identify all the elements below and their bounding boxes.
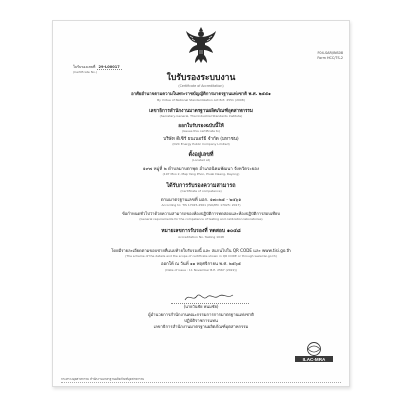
accreditation-number: หมายเลขการรับรองที่ ทดสอบ ๑๐๔๘ [161, 228, 241, 234]
location-label: ตั้งอยู่เลขที่ [188, 152, 214, 158]
standard-text-en: According to: TIS 17025-2561 (ISO/IEC 17025: 2017) [161, 203, 241, 207]
ilac-mra-logo-icon [291, 341, 337, 363]
standard-text: ตามมาตรฐานเลขที่ มอก. ๑๗๐๒๕ - ๒๕๖๑ [160, 198, 242, 203]
act-text-en: By Virtue of National Standardization Act B.E. 2551 (2008) [157, 98, 245, 102]
certificate-title-en: (Certificate of Accreditation) [178, 84, 224, 88]
company-name: บริษัท ดีเซิร์ ยนเนอร์ยี จำกัด (มหาชน) [163, 137, 239, 142]
competence-label: ได้รับการรับรองความสามารถ [166, 183, 236, 189]
certificate-number-value: 29-L00017 [98, 65, 120, 69]
footer-divider [61, 382, 341, 384]
signer-name: (นายวันชัย พนมชัย) [183, 304, 219, 309]
certificate-title: ใบรับรองระบบงาน [166, 73, 236, 83]
issued-to-label-en: (Issues this certificate to) [181, 129, 221, 133]
signer-title-2: ปฏิบัติราชการแทน [184, 318, 218, 323]
ilac-mra-text: ILAC-MRA [302, 356, 326, 362]
issue-date-en: (Date of issue : 11 November B.E. 2567 (2022)) [165, 268, 237, 272]
address-text-en: (197 Moo 2, Map Yang Phon, Pluak Daeng, Rayong) [162, 172, 240, 176]
form-code-line1: F04-SAR/INS08 [317, 51, 343, 55]
signer-title-3: เลขาธิการสำนักงานมาตรฐานผลิตภัณฑ์อุตสาหกรรม [153, 324, 249, 329]
issuer-title: เลขาธิการสำนักงานมาตรฐานผลิตภัณฑ์อุตสาหกรรม [149, 109, 253, 114]
certificate-number-label: ใบรับรองเลขที่ [73, 65, 96, 69]
scope-text: ข้อกำหนดทั่วไปว่าด้วยความสามารถของห้องปฏิบัติการทดสอบและห้องปฏิบัติการสอบเทียบ [122, 211, 280, 216]
location-label-en: (Located at) [191, 158, 211, 162]
address-text: ๑๙๗ หมู่ที่ ๒ ตำบลมาบตาพุด อำเภอนิคมพัฒนา จังหวัดระยอง [142, 167, 260, 172]
competence-label-en: (Certificate of competence) [180, 189, 222, 193]
certificate-page [52, 20, 350, 387]
footer-text: กระทรวงอุตสาหกรรม สำนักงานมาตรฐานผลิตภัณฑ์อุตสาหกรรม [61, 377, 145, 381]
form-code-line2: Form HCC/TS-2 [317, 55, 343, 60]
accreditation-number-en: Accreditation No. Testing 1048 [178, 235, 224, 239]
act-text: อาศัยอำนาจตามความในพระราชบัญญัติการมาตรฐานแห่งชาติ พ.ศ. ๒๕๕๑ [131, 92, 271, 97]
verify-text: โดยมีรายละเอียดตามขอบข่ายที่แนบท้ายใบรับรองนี้ และ สแกนไปใน QR CODE และ www.tisi.go.th [111, 248, 291, 253]
issued-to-label: ออกใบรับรองฉบับนี้ให้ [178, 124, 224, 129]
issuer-title-en: (Secretary-General, Thai Industrial Standards Institute) [159, 114, 243, 118]
garuda-emblem-icon [184, 25, 218, 65]
signature-icon [181, 291, 237, 303]
company-name-en: (D2C Energy Public Company Limited) [172, 142, 230, 146]
certificate-number [73, 64, 122, 74]
issue-date: ออกให้ ณ วันที่ ๑๑ พฤศจิกายน พ.ศ. ๒๕๖๕ [160, 262, 242, 267]
scope-text-en: (General requirements for the competence of testing and calibration laboratories) [139, 217, 263, 221]
form-code [317, 51, 343, 60]
signer-title-1: ผู้อำนวยการสำนักงานคณะกรรมการการมาตรฐานแห่งชาติ [148, 312, 254, 317]
verify-text-en: (The scheme of the details and the scope of certificate shown in QR CODE or through www.tisi.go.th) [125, 254, 277, 258]
certificate-number-label-en: (Certificate No.) [73, 70, 97, 74]
